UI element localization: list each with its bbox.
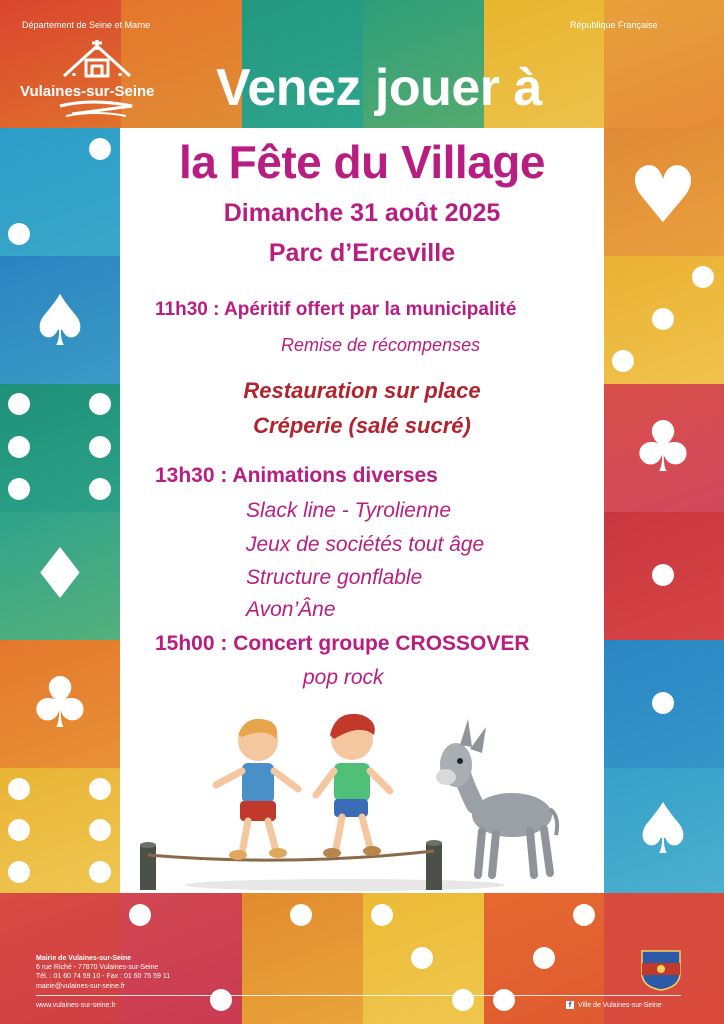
activity-item: Slack line - Tyrolienne	[246, 499, 452, 522]
pip	[8, 436, 30, 458]
aperitif-line: 11h30 : Apéritif offert par la municipalité	[155, 299, 517, 320]
pip	[8, 393, 30, 415]
coat-of-arms-icon	[640, 949, 682, 991]
club-icon: ♣	[631, 406, 695, 488]
pip	[573, 904, 595, 926]
event-date: Dimanche 31 août 2025	[223, 199, 501, 227]
headline: Venez jouer à	[216, 59, 542, 117]
pip	[8, 819, 30, 841]
pip	[411, 947, 433, 969]
town-logo-icon	[52, 36, 142, 126]
town-logo-label: Vulaines-sur-Seine	[20, 83, 155, 100]
pip	[612, 350, 634, 372]
pip	[8, 861, 30, 883]
pip	[371, 904, 393, 926]
pip	[533, 947, 555, 969]
pip	[8, 778, 30, 800]
pip	[89, 478, 111, 500]
republic-label: République Française	[570, 20, 658, 30]
pip	[652, 692, 674, 714]
spade-icon: ♠	[28, 280, 92, 362]
pip	[89, 861, 111, 883]
mairie-address: 6 rue Riché - 77870 Vulaines-sur-Seine	[36, 964, 159, 971]
food-line-2: Créperie (salé sucré)	[253, 413, 471, 438]
pip	[89, 393, 111, 415]
mairie-email-link[interactable]: mairie@vulaines-sur-seine.fr	[36, 983, 126, 990]
event-title: la Fête du Village	[179, 136, 545, 188]
activity-item: Jeux de sociétés tout âge	[246, 533, 485, 556]
genre-line: pop rock	[303, 666, 384, 689]
footer-divider	[36, 995, 681, 996]
pip	[652, 564, 674, 586]
pip	[452, 989, 474, 1011]
pip	[89, 138, 111, 160]
event-place: Parc d’Erceville	[268, 239, 456, 267]
food-line-1: Restauration sur place	[243, 378, 481, 403]
pip	[652, 308, 674, 330]
concert-line: 15h00 : Concert groupe CROSSOVER	[155, 632, 530, 655]
heart-icon: ♥	[628, 151, 698, 241]
slackline-children-donkey-illustration	[130, 705, 560, 895]
pip	[210, 989, 232, 1011]
pip	[89, 778, 111, 800]
pip	[89, 819, 111, 841]
mairie-name: Mairie de Vulaines-sur-Seine	[36, 955, 132, 962]
pip	[692, 266, 714, 288]
awards-line: Remise de récompenses	[281, 335, 481, 355]
pip	[129, 904, 151, 926]
pip	[8, 223, 30, 245]
activity-item: Avon’Âne	[246, 598, 336, 621]
facebook-link[interactable]: Ville de Vulaines-sur-Seine	[578, 1002, 662, 1009]
department-label: Département de Seine et Marne	[22, 20, 151, 30]
pip	[493, 989, 515, 1011]
animations-line: 13h30 : Animations diverses	[155, 464, 438, 487]
diamond-icon: ♦	[28, 533, 92, 615]
spade-icon: ♠	[631, 788, 695, 870]
pip	[290, 904, 312, 926]
pip	[89, 436, 111, 458]
facebook-icon[interactable]: f	[566, 1001, 574, 1009]
website-link[interactable]: www.vulaines-sur-seine.fr	[36, 1002, 116, 1009]
mairie-phone: Tél. : 01 60 74 59 10 - Fax : 01 60 75 59 11	[36, 973, 171, 980]
club-icon: ♣	[28, 662, 92, 744]
pip	[8, 478, 30, 500]
activity-item: Structure gonflable	[246, 566, 423, 589]
